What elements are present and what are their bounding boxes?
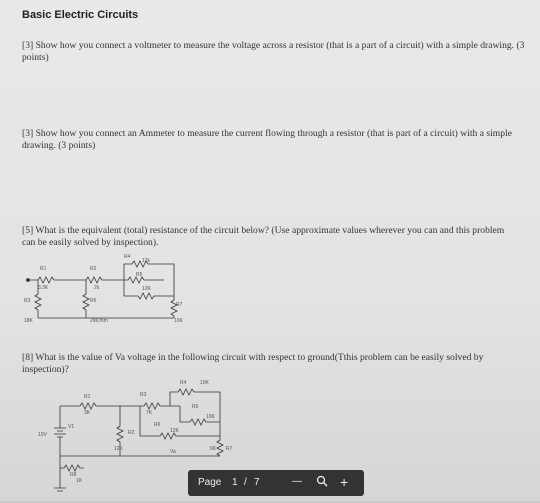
question-3: [5] What is the equivalent (total) resistance of the circuit below? (Use approximate values wherever you can and this problem can be easily solved by inspection). xyxy=(22,225,505,248)
v1-value: 10V xyxy=(38,432,47,438)
r6-value: 2MOhm xyxy=(90,318,108,324)
r5-label: R5 xyxy=(136,272,143,278)
question-1: [3] Show how you connect a voltmeter to measure the voltage across a resistor (that is a part of a circuit) with a simple drawing. (3 points) xyxy=(22,40,525,63)
r5-value: 10K xyxy=(206,414,215,420)
zoom-icon[interactable] xyxy=(316,475,328,490)
total-pages: 7 xyxy=(254,477,260,488)
r7-label: R7 xyxy=(226,446,233,452)
question-4: [8] What is the value of Va voltage in the following circuit with respect to ground(Tthis problem can be easily solved by inspection)? xyxy=(22,352,484,375)
r5-label: R5 xyxy=(192,404,199,410)
zoom-in-button[interactable]: + xyxy=(340,474,349,490)
r7-label: R7 xyxy=(176,302,183,308)
question-2: [3] Show how you connect an Ammeter to measure the current flowing through a resistor (that is part of a circuit) with a simple drawing. (3 points) xyxy=(22,128,512,151)
r4-value: 10K xyxy=(200,380,209,386)
r2-value: 2k xyxy=(94,285,100,291)
r1-value: 3.3K xyxy=(38,285,49,291)
r2-label: R2 xyxy=(90,266,97,272)
r2-value: 12K xyxy=(114,446,123,452)
r5-value: 12K xyxy=(142,286,151,292)
r4-value: 12k xyxy=(142,258,151,264)
r6-value: 12K xyxy=(170,428,179,434)
page-separator: / xyxy=(244,477,247,488)
r8-label: R8 xyxy=(70,472,77,478)
r2-label: R2 xyxy=(128,430,135,436)
r1-label: R1 xyxy=(84,394,91,400)
r7-value: 6K xyxy=(210,446,217,452)
current-page-field[interactable]: 1 xyxy=(232,477,238,488)
r6-label: R6 xyxy=(90,298,97,304)
r3-label: R3 xyxy=(24,298,31,304)
page-title: Basic Electric Circuits xyxy=(22,9,139,21)
zoom-out-button[interactable]: — xyxy=(292,476,302,487)
circuit-diagram-1 xyxy=(24,252,194,329)
r1-label: R1 xyxy=(40,266,47,272)
r3-value: 18K xyxy=(24,318,33,324)
r1-value: 3K xyxy=(84,410,91,416)
v1-label: V1 xyxy=(68,424,75,430)
r4-label: R4 xyxy=(180,380,187,386)
r3-label: R3 xyxy=(140,392,147,398)
r3-value: 7K xyxy=(146,410,153,416)
r4-label: R4 xyxy=(124,254,131,260)
pdf-toolbar xyxy=(188,470,364,496)
magnifier-icon xyxy=(316,475,328,487)
page-label: Page xyxy=(198,477,222,488)
r6-label: R6 xyxy=(154,422,161,428)
r7-value: 10K xyxy=(174,318,183,324)
va-node-label: Va xyxy=(170,449,176,455)
r8-value: 1K xyxy=(76,478,83,484)
